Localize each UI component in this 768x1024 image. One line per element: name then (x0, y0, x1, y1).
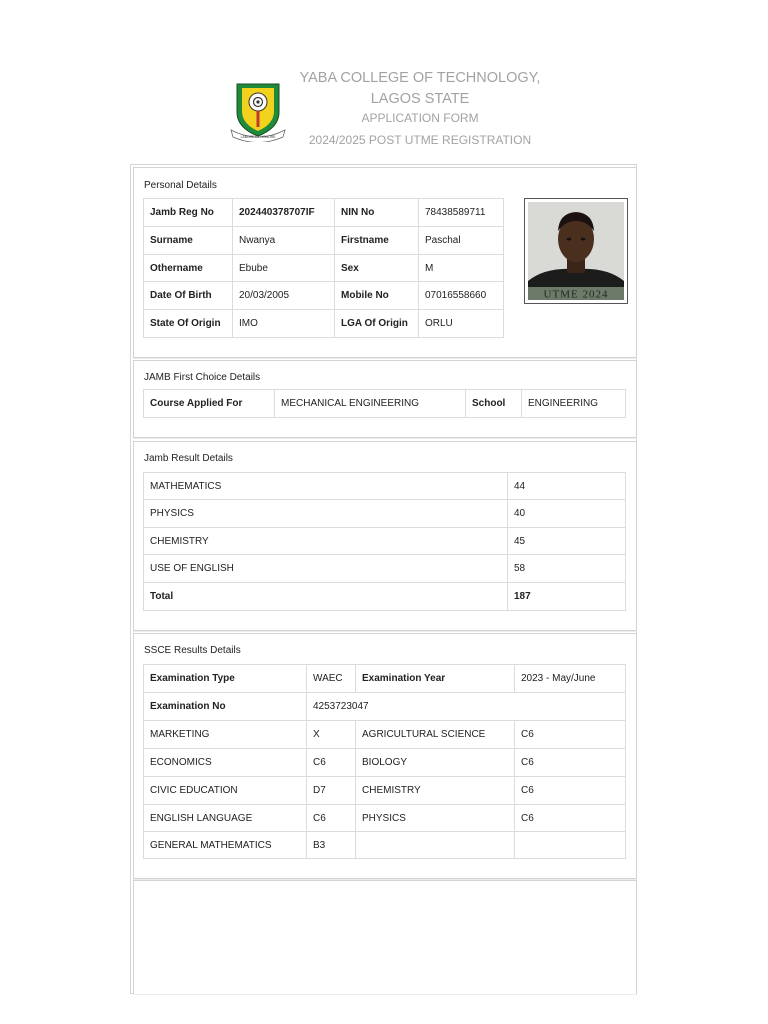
table-row (144, 665, 626, 693)
field-label: Examination No (144, 693, 307, 721)
field-label: Course Applied For (144, 390, 275, 418)
subject-name: MARKETING (144, 721, 307, 749)
field-label: Firstname (335, 227, 419, 255)
field-value: ORLU (419, 310, 504, 338)
passport-photo (524, 198, 628, 304)
field-value: Paschal (419, 227, 504, 255)
ssce-result-panel (133, 633, 637, 879)
jamb-result-title: Jamb Result Details (144, 453, 233, 464)
subject-name: GENERAL MATHEMATICS (144, 832, 307, 859)
photo-caption: UTME 2024 (543, 288, 609, 301)
first-choice-title: JAMB First Choice Details (144, 372, 261, 383)
form-title: APPLICATION FORM (361, 111, 479, 125)
subject-name: CIVIC EDUCATION (144, 777, 307, 805)
field-value: MECHANICAL ENGINEERING (275, 390, 466, 418)
table-row (144, 555, 626, 583)
field-value: 78438589711 (419, 199, 504, 227)
subject-grade: C6 (515, 777, 626, 805)
field-label: NIN No (335, 199, 419, 227)
subject-score: 40 (508, 500, 626, 528)
table-row (144, 528, 626, 555)
subject-grade: C6 (515, 805, 626, 832)
subject-name: BIOLOGY (356, 749, 515, 777)
field-label: State Of Origin (144, 310, 233, 338)
field-value: WAEC (307, 665, 356, 693)
svg-text:LABORE ET HONORE: LABORE ET HONORE (240, 135, 276, 139)
field-value: Nwanya (233, 227, 335, 255)
table-row (144, 282, 504, 310)
ssce-result-table (143, 664, 626, 859)
table-row (144, 693, 626, 721)
table-row (144, 721, 626, 749)
subject-grade: C6 (515, 749, 626, 777)
field-value: ENGINEERING (522, 390, 626, 418)
subject-name: ECONOMICS (144, 749, 307, 777)
table-row (144, 199, 504, 227)
field-value: 2023 - May/June (515, 665, 626, 693)
subject-name: ENGLISH LANGUAGE (144, 805, 307, 832)
total-label: Total (144, 583, 508, 611)
subject-name: PHYSICS (144, 500, 508, 528)
field-label: Examination Year (356, 665, 515, 693)
personal-details-panel (133, 167, 637, 358)
subject-name: USE OF ENGLISH (144, 555, 508, 583)
college-name: YABA COLLEGE OF TECHNOLOGY, (299, 70, 541, 86)
subject-grade (515, 832, 626, 859)
field-value: 4253723047 (307, 693, 626, 721)
first-choice-panel (133, 360, 637, 438)
form-header (0, 0, 768, 160)
field-label: Mobile No (335, 282, 419, 310)
field-value: 20/03/2005 (233, 282, 335, 310)
passport-photo-image (525, 199, 627, 303)
table-row (144, 500, 626, 528)
field-label: Surname (144, 227, 233, 255)
table-row (144, 583, 626, 611)
college-crest-logo (229, 80, 287, 142)
subject-grade: C6 (515, 721, 626, 749)
subject-name: PHYSICS (356, 805, 515, 832)
subject-name (356, 832, 515, 859)
personal-details-title: Personal Details (144, 180, 217, 191)
subject-grade: C6 (307, 749, 356, 777)
subject-grade: D7 (307, 777, 356, 805)
table-row (144, 805, 626, 832)
field-label: School (466, 390, 522, 418)
subject-name: CHEMISTRY (356, 777, 515, 805)
field-value: IMO (233, 310, 335, 338)
field-value: M (419, 255, 504, 282)
subject-name: AGRICULTURAL SCIENCE (356, 721, 515, 749)
table-row (144, 227, 504, 255)
subject-grade: C6 (307, 805, 356, 832)
field-label: Sex (335, 255, 419, 282)
personal-details-table (143, 198, 504, 338)
field-value: 07016558660 (419, 282, 504, 310)
table-row (144, 473, 626, 500)
subject-name: CHEMISTRY (144, 528, 508, 555)
subject-name: MATHEMATICS (144, 473, 508, 500)
table-row (144, 777, 626, 805)
table-row (144, 390, 626, 418)
table-row (144, 255, 504, 282)
college-state: LAGOS STATE (370, 91, 470, 107)
ssce-result-title: SSCE Results Details (144, 645, 241, 656)
field-value: Ebube (233, 255, 335, 282)
table-row (144, 749, 626, 777)
field-label: Othername (144, 255, 233, 282)
table-row (144, 310, 504, 338)
field-label: Examination Type (144, 665, 307, 693)
table-row (144, 832, 626, 859)
subject-score: 58 (508, 555, 626, 583)
field-label: LGA Of Origin (335, 310, 419, 338)
field-value: 202440378707IF (233, 199, 335, 227)
subject-score: 45 (508, 528, 626, 555)
field-label: Jamb Reg No (144, 199, 233, 227)
subject-grade: X (307, 721, 356, 749)
first-choice-table (143, 389, 626, 418)
field-label: Date Of Birth (144, 282, 233, 310)
form-subtitle: 2024/2025 POST UTME REGISTRATION (308, 133, 532, 147)
subject-score: 44 (508, 473, 626, 500)
total-score: 187 (508, 583, 626, 611)
empty-panel (133, 880, 637, 994)
jamb-result-panel (133, 441, 637, 631)
jamb-result-table (143, 472, 626, 611)
subject-grade: B3 (307, 832, 356, 859)
